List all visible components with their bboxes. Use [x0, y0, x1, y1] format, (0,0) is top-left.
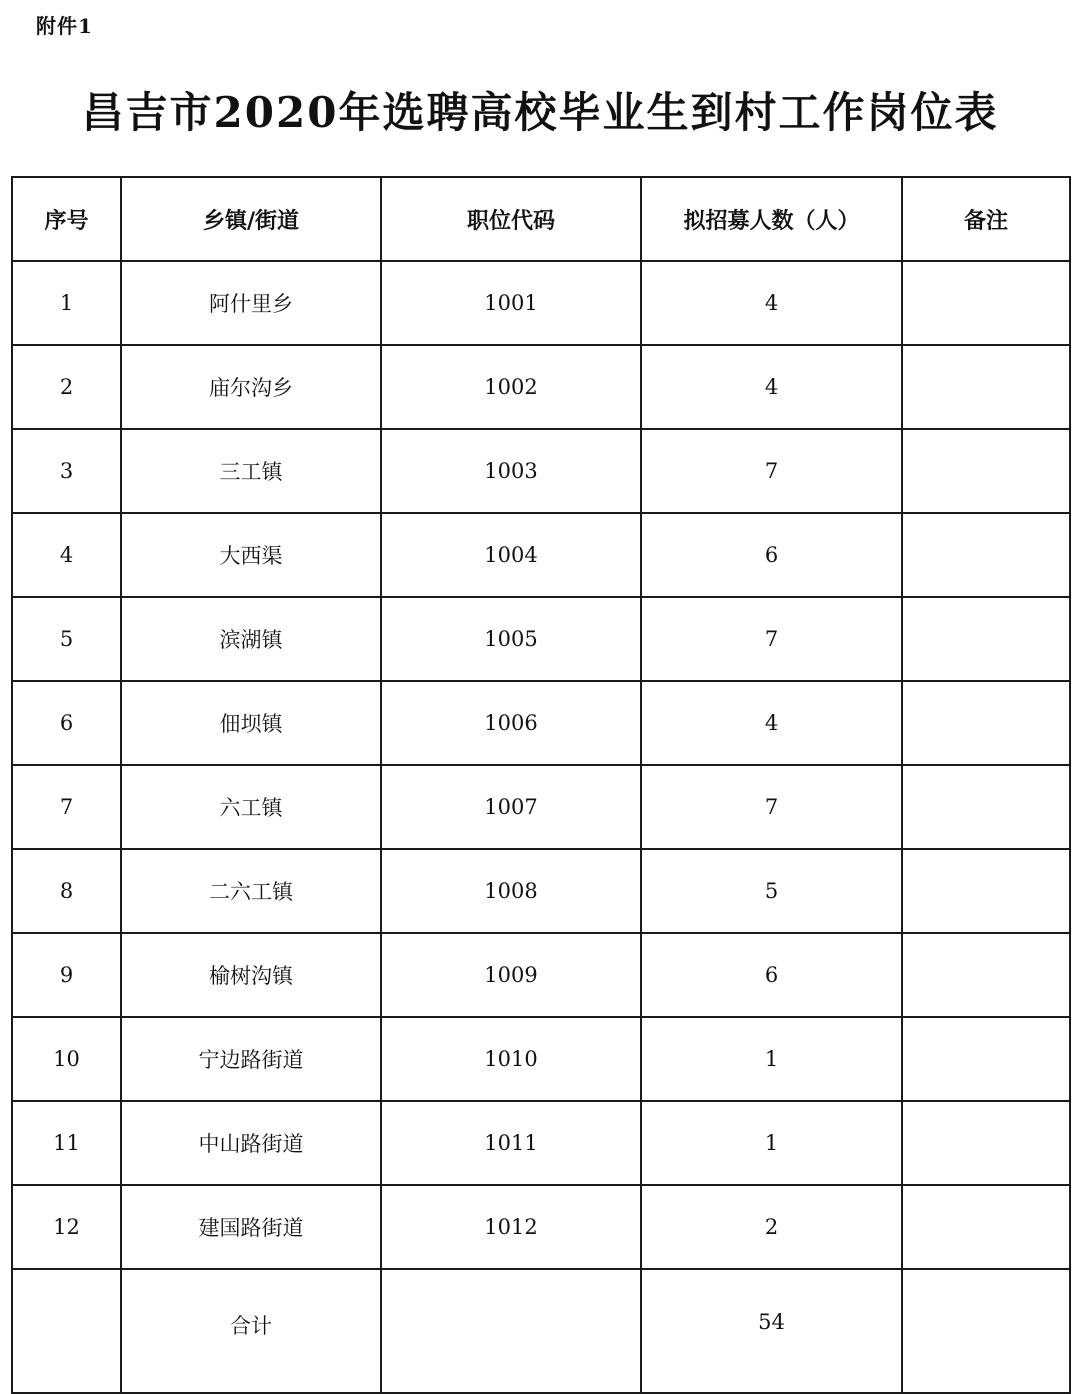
- cell-index: 3: [12, 429, 121, 513]
- cell-position-code: 1008: [381, 849, 641, 933]
- cell-planned-count: 7: [641, 765, 902, 849]
- cell-township: 佃坝镇: [121, 681, 381, 765]
- cell-index: 10: [12, 1017, 121, 1101]
- cell-planned-count: 4: [641, 681, 902, 765]
- cell-planned-count: 6: [641, 513, 902, 597]
- table-row: [12, 849, 1070, 933]
- cell-index: 1: [12, 261, 121, 345]
- header-remarks: 备注: [902, 177, 1070, 261]
- total-position-code-cell: [381, 1269, 641, 1393]
- table-row: [12, 681, 1070, 765]
- cell-remarks: [902, 429, 1070, 513]
- cell-township: 建国路街道: [121, 1185, 381, 1269]
- total-planned-count: 54: [641, 1269, 902, 1393]
- cell-position-code: 1004: [381, 513, 641, 597]
- cell-index: 11: [12, 1101, 121, 1185]
- table-header-row: [12, 177, 1070, 261]
- cell-planned-count: 4: [641, 261, 902, 345]
- cell-township: 三工镇: [121, 429, 381, 513]
- table-row: [12, 1017, 1070, 1101]
- cell-index: 4: [12, 513, 121, 597]
- header-index: 序号: [12, 177, 121, 261]
- cell-remarks: [902, 933, 1070, 1017]
- cell-position-code: 1006: [381, 681, 641, 765]
- cell-index: 7: [12, 765, 121, 849]
- cell-position-code: 1011: [381, 1101, 641, 1185]
- cell-remarks: [902, 513, 1070, 597]
- cell-planned-count: 1: [641, 1017, 902, 1101]
- table-row: [12, 261, 1070, 345]
- cell-remarks: [902, 345, 1070, 429]
- cell-index: 6: [12, 681, 121, 765]
- header-township: 乡镇/街道: [121, 177, 381, 261]
- cell-township: 庙尔沟乡: [121, 345, 381, 429]
- cell-township: 中山路街道: [121, 1101, 381, 1185]
- cell-planned-count: 1: [641, 1101, 902, 1185]
- cell-position-code: 1002: [381, 345, 641, 429]
- cell-remarks: [902, 681, 1070, 765]
- cell-remarks: [902, 1101, 1070, 1185]
- cell-remarks: [902, 1017, 1070, 1101]
- total-index-cell: [12, 1269, 121, 1393]
- cell-position-code: 1007: [381, 765, 641, 849]
- cell-index: 2: [12, 345, 121, 429]
- cell-township: 榆树沟镇: [121, 933, 381, 1017]
- cell-township: 宁边路街道: [121, 1017, 381, 1101]
- cell-planned-count: 7: [641, 597, 902, 681]
- table-row: [12, 1101, 1070, 1185]
- cell-planned-count: 7: [641, 429, 902, 513]
- table-row: [12, 933, 1070, 1017]
- cell-index: 5: [12, 597, 121, 681]
- table-row: [12, 429, 1070, 513]
- cell-remarks: [902, 1185, 1070, 1269]
- total-label: 合计: [121, 1269, 381, 1393]
- cell-township: 大西渠: [121, 513, 381, 597]
- table-row: [12, 597, 1070, 681]
- cell-position-code: 1001: [381, 261, 641, 345]
- cell-planned-count: 4: [641, 345, 902, 429]
- cell-township: 二六工镇: [121, 849, 381, 933]
- table-row: [12, 345, 1070, 429]
- cell-position-code: 1009: [381, 933, 641, 1017]
- cell-township: 阿什里乡: [121, 261, 381, 345]
- cell-planned-count: 2: [641, 1185, 902, 1269]
- document-title: 昌吉市2020年选聘高校毕业生到村工作岗位表: [81, 88, 999, 137]
- cell-position-code: 1010: [381, 1017, 641, 1101]
- total-row: [12, 1269, 1070, 1393]
- table-row: [12, 1185, 1070, 1269]
- cell-township: 六工镇: [121, 765, 381, 849]
- cell-remarks: [902, 261, 1070, 345]
- table-row: [12, 513, 1070, 597]
- position-table: [11, 176, 1071, 1394]
- table-row: [12, 765, 1070, 849]
- cell-position-code: 1003: [381, 429, 641, 513]
- cell-index: 9: [12, 933, 121, 1017]
- cell-position-code: 1005: [381, 597, 641, 681]
- cell-planned-count: 6: [641, 933, 902, 1017]
- cell-township: 滨湖镇: [121, 597, 381, 681]
- cell-planned-count: 5: [641, 849, 902, 933]
- cell-remarks: [902, 765, 1070, 849]
- header-planned-count: 拟招募人数（人）: [641, 177, 902, 261]
- cell-remarks: [902, 849, 1070, 933]
- cell-index: 8: [12, 849, 121, 933]
- cell-index: 12: [12, 1185, 121, 1269]
- cell-remarks: [902, 597, 1070, 681]
- total-remarks-cell: [902, 1269, 1070, 1393]
- attachment-label: 附件1: [36, 14, 93, 38]
- header-position-code: 职位代码: [381, 177, 641, 261]
- cell-position-code: 1012: [381, 1185, 641, 1269]
